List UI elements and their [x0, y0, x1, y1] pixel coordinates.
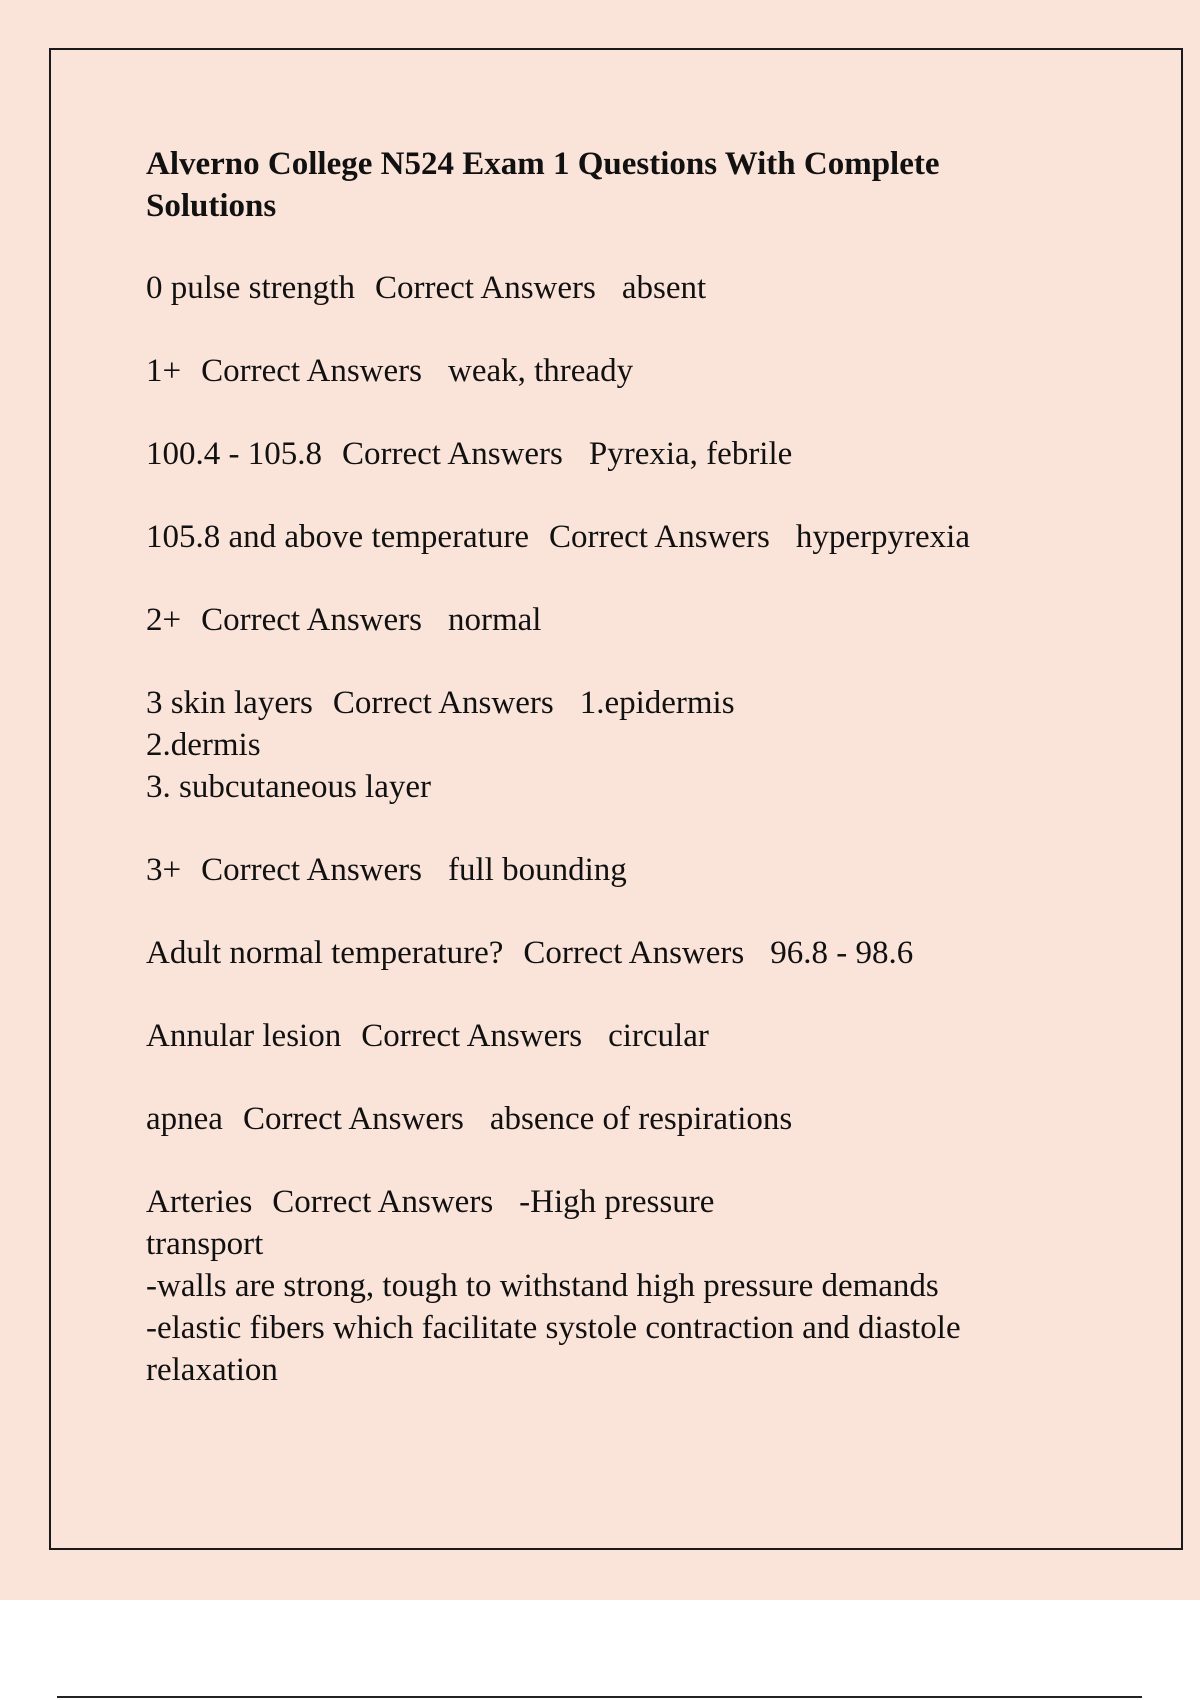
qa-entry: [146, 849, 1076, 891]
qa-answer-label: Correct Answers: [201, 852, 422, 888]
qa-answer: absence of respirations: [489, 1101, 793, 1137]
footer-divider: [57, 1696, 1142, 1698]
qa-answer-label: Correct Answers: [342, 436, 563, 472]
qa-answer: hyperpyrexia: [795, 519, 970, 555]
qa-term: Adult normal temperature?: [146, 935, 504, 971]
document-title: Alverno College N524 Exam 1 Questions With Complete Solutions: [146, 146, 940, 224]
qa-entry: [146, 932, 1076, 974]
qa-term: Arteries: [146, 1184, 253, 1220]
qa-entry: [146, 350, 1076, 392]
qa-answer-line: 3. subcutaneous layer: [146, 769, 431, 805]
qa-answer-line: 2.dermis: [146, 727, 261, 763]
qa-term: 0 pulse strength: [146, 270, 355, 306]
qa-answer-label: Correct Answers: [201, 353, 422, 389]
qa-answer-line: -elastic fibers which facilitate systole contraction and diastole relaxation: [146, 1310, 961, 1388]
qa-entry: [146, 433, 1076, 475]
qa-answer-label: Correct Answers: [523, 935, 745, 971]
qa-term: 100.4 - 105.8: [146, 436, 322, 472]
qa-answer-label: Correct Answers: [332, 685, 554, 721]
qa-term: apnea: [146, 1101, 223, 1137]
qa-answer: -High pressure: [519, 1184, 715, 1220]
qa-answer-label: Correct Answers: [272, 1184, 494, 1220]
qa-answer: full bounding: [448, 852, 627, 888]
qa-answer: 1.epidermis: [579, 685, 735, 721]
qa-term: 3 skin layers: [146, 685, 313, 721]
qa-term: Annular lesion: [146, 1018, 342, 1054]
qa-term: 105.8 and above temperature: [146, 519, 530, 555]
qa-answer: 96.8 - 98.6: [770, 935, 914, 971]
qa-entry: [146, 1015, 1076, 1057]
qa-answer-line: -walls are strong, tough to withstand high pressure demands: [146, 1268, 939, 1304]
qa-answer: weak, thready: [448, 353, 634, 389]
qa-answer-line: transport: [146, 1226, 264, 1262]
document-body: [146, 143, 1076, 1432]
qa-answer-label: Correct Answers: [374, 270, 596, 306]
qa-answer: normal: [448, 602, 542, 638]
qa-answer: Pyrexia, febrile: [588, 436, 793, 472]
qa-answer-label: Correct Answers: [242, 1101, 464, 1137]
qa-term: 3+: [146, 852, 182, 888]
qa-answer-label: Correct Answers: [549, 519, 770, 555]
qa-answer: absent: [621, 270, 707, 306]
qa-entry: [146, 599, 1076, 641]
qa-term: 1+: [146, 353, 182, 389]
qa-entry: [146, 682, 1076, 808]
qa-entry: [146, 1098, 1076, 1140]
qa-answer-label: Correct Answers: [361, 1018, 583, 1054]
qa-entry: [146, 267, 1076, 309]
qa-answer-label: Correct Answers: [201, 602, 422, 638]
qa-answer: circular: [608, 1018, 709, 1054]
qa-term: 2+: [146, 602, 182, 638]
qa-entry: [146, 1181, 1076, 1391]
qa-entry: [146, 516, 1076, 558]
